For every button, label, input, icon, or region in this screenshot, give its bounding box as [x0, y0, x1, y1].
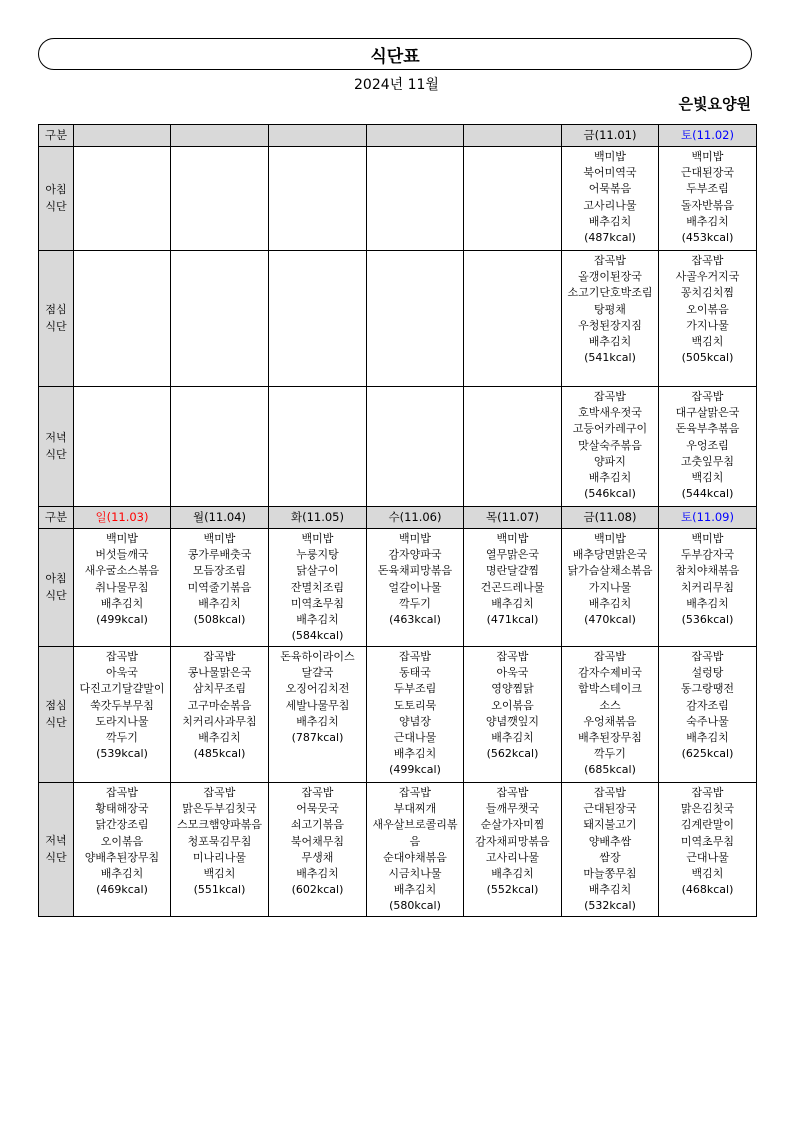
day-header — [367, 125, 464, 147]
menu-item: 맑은두부김칫국 — [182, 802, 257, 816]
lunch-row — [39, 251, 757, 387]
menu-item: 잡곡밥 — [691, 650, 724, 663]
menu-cell — [659, 251, 757, 387]
menu-item: (499kcal) — [389, 763, 441, 777]
menu-item: 백미밥 — [106, 532, 138, 545]
menu-cell — [464, 387, 562, 507]
menu-item: 콩가루배춧국 — [187, 548, 252, 562]
row-label: 구분 — [39, 507, 74, 529]
menu-item: (485kcal) — [193, 747, 246, 761]
breakfast-label — [39, 529, 74, 647]
menu-item: 순살가자미찜 — [480, 818, 545, 832]
day-header — [464, 507, 562, 529]
menu-item: (539kcal) — [96, 747, 148, 761]
menu-item: 깍두기 — [399, 596, 431, 610]
menu-cell — [562, 647, 659, 783]
menu-item: 잡곡밥 — [203, 650, 236, 663]
menu-item: 도라지나물 — [95, 714, 149, 728]
menu-item: 백미밥 — [203, 532, 236, 545]
menu-item: 감자조림 — [686, 698, 729, 712]
day-label: 토(11.02) — [680, 128, 734, 143]
lunch-label — [39, 647, 74, 783]
dinner-label — [39, 783, 74, 917]
menu-item: 배추김치 — [588, 883, 632, 897]
menu-item: 참치야채볶음 — [675, 564, 740, 578]
menu-item: 백미밥 — [594, 150, 626, 163]
menu-item: (551kcal) — [193, 883, 246, 897]
meal-label-line: 식단 — [45, 199, 67, 213]
menu-item: 달걀국 — [301, 666, 334, 680]
menu-item: (685kcal) — [584, 763, 636, 777]
day-label: 목(11.07) — [485, 510, 539, 525]
menu-item: (580kcal) — [389, 899, 441, 913]
menu-item: 돌자반볶음 — [680, 198, 735, 212]
menu-cell — [269, 387, 367, 507]
menu-item: 잡곡밥 — [496, 650, 529, 663]
menu-cell — [171, 647, 269, 783]
menu-item: 잡곡밥 — [301, 786, 334, 799]
menu-item: 배추김치 — [198, 731, 241, 745]
menu-item: 삼치무조림 — [192, 682, 247, 696]
menu-item: 백미밥 — [691, 532, 724, 545]
menu-item: 돈육부추볶음 — [675, 422, 740, 436]
menu-cell — [367, 251, 464, 387]
menu-item: 무생채 — [301, 850, 334, 864]
menu-cell — [464, 783, 562, 917]
menu-item: 배추김치 — [100, 867, 144, 881]
menu-item: (552kcal) — [486, 883, 539, 897]
menu-item: 잡곡밥 — [691, 786, 724, 799]
menu-item: 백미밥 — [399, 532, 431, 545]
menu-item: (546kcal) — [584, 487, 636, 501]
menu-item: 함박스테이크 — [578, 682, 642, 696]
menu-item: 오이볶음 — [100, 834, 144, 848]
day-header — [464, 125, 562, 147]
menu-item: 설렁탕 — [691, 666, 724, 680]
menu-item: 잡곡밥 — [594, 390, 626, 403]
menu-item: (487kcal) — [584, 231, 636, 245]
menu-item: 미역초무침 — [680, 834, 735, 848]
day-label: 일(11.03) — [95, 510, 149, 525]
menu-item: 감자수제비국 — [578, 666, 642, 680]
menu-item: 감자양파국 — [388, 548, 442, 562]
menu-item: 소스 — [599, 698, 621, 712]
menu-item: 양념깻잎지 — [485, 714, 540, 728]
menu-cell — [562, 783, 659, 917]
meal-label-line: 저녁 — [45, 834, 67, 848]
menu-item: 배추김치 — [100, 596, 144, 610]
menu-item: 순대야채볶음 — [383, 850, 447, 864]
menu-cell — [367, 529, 464, 647]
menu-cell — [74, 251, 171, 387]
meal-label-line: 식단 — [45, 850, 67, 864]
menu-item: 올갱이된장국 — [578, 270, 642, 284]
menu-item: 배추김치 — [588, 335, 632, 349]
menu-item: 배추된장무침 — [578, 731, 642, 745]
row-label: 구분 — [39, 125, 74, 147]
menu-item: 잡곡밥 — [399, 650, 431, 663]
menu-item: 누룽지탕 — [296, 548, 339, 562]
menu-item: 양배추쌈 — [588, 834, 632, 848]
menu-item: 치커리무침 — [680, 580, 735, 594]
menu-item: 잡곡밥 — [399, 786, 431, 799]
menu-item: 배추김치 — [393, 747, 437, 761]
menu-item: (453kcal) — [681, 231, 734, 245]
menu-item: 배추김치 — [491, 596, 534, 610]
menu-item: 잡곡밥 — [594, 650, 626, 663]
menu-item: 꽁치김치찜 — [680, 286, 735, 300]
menu-item: 잡곡밥 — [594, 254, 626, 267]
menu-item: 두부감자국 — [680, 548, 735, 562]
menu-item: 두부조림 — [393, 682, 437, 696]
meal-label-line: 점심 — [45, 303, 67, 317]
meal-label-line: 식단 — [45, 447, 67, 461]
menu-item: (544kcal) — [681, 487, 734, 501]
menu-item: 돼지불고기 — [583, 818, 637, 832]
menu-item: 버섯들깨국 — [95, 548, 149, 562]
menu-item: 백김치 — [691, 335, 724, 349]
menu-item: 미나리나물 — [192, 850, 247, 864]
menu-item: 숙주나물 — [686, 714, 729, 728]
menu-item: 깍두기 — [106, 731, 138, 745]
menu-item: 새우살브로콜리볶음 — [372, 818, 458, 848]
menu-item: 양배추된장무침 — [84, 850, 160, 864]
menu-item: 김계란말이 — [680, 818, 735, 832]
menu-item: 근대된장국 — [680, 166, 735, 180]
menu-item: 두부조림 — [686, 182, 729, 196]
day-label: 수(11.06) — [388, 510, 442, 525]
menu-cell — [74, 147, 171, 251]
menu-item: 닭간장조림 — [95, 818, 149, 832]
meal-label-line: 아침 — [45, 183, 67, 197]
week-header-row — [39, 507, 757, 529]
menu-cell — [659, 783, 757, 917]
menu-item: 백미밥 — [594, 532, 626, 545]
menu-item: 영양찜닭 — [491, 682, 534, 696]
menu-item: 고사리나물 — [485, 850, 540, 864]
menu-item: 호박새우젓국 — [578, 406, 642, 420]
menu-item: 치커리사과무침 — [182, 714, 257, 728]
menu-item: 배추김치 — [491, 867, 534, 881]
meal-label-line: 아침 — [45, 572, 67, 586]
menu-cell — [269, 647, 367, 783]
menu-item: 건곤드레나물 — [480, 580, 545, 594]
menu-cell — [171, 387, 269, 507]
menu-item: 부대찌개 — [393, 802, 437, 816]
day-header — [659, 125, 757, 147]
menu-cell — [659, 647, 757, 783]
day-label: 화(11.05) — [290, 510, 344, 525]
menu-cell — [269, 783, 367, 917]
day-header — [74, 507, 171, 529]
menu-item: 잡곡밥 — [106, 650, 138, 663]
meal-label-line: 식단 — [45, 319, 67, 333]
day-header — [367, 507, 464, 529]
menu-item: (532kcal) — [584, 899, 636, 913]
menu-item: 동그랑땡전 — [680, 682, 735, 696]
day-header — [269, 125, 367, 147]
menu-item: 시금치나물 — [388, 867, 442, 881]
menu-item: 맑은김칫국 — [680, 802, 735, 816]
menu-item: (541kcal) — [584, 351, 636, 365]
menu-item: 쌈장 — [599, 850, 621, 864]
menu-item: 고등어카레구이 — [572, 422, 648, 436]
day-label: 월(11.04) — [192, 510, 246, 525]
menu-item: 고사리나물 — [583, 198, 637, 212]
menu-item: 배추당면맑은국 — [572, 548, 648, 562]
menu-item: 도토리묵 — [393, 698, 437, 712]
menu-item: (470kcal) — [584, 613, 636, 627]
menu-item: 배추김치 — [588, 596, 632, 610]
day-header — [74, 125, 171, 147]
menu-item: 열무맑은국 — [485, 548, 540, 562]
menu-cell — [367, 387, 464, 507]
menu-item: (625kcal) — [681, 747, 734, 761]
menu-cell — [269, 147, 367, 251]
menu-item: 아욱국 — [106, 666, 138, 680]
menu-cell — [562, 251, 659, 387]
menu-item: 오이볶음 — [491, 698, 534, 712]
menu-item: 아욱국 — [496, 666, 529, 680]
menu-item: 어묵뭇국 — [296, 802, 339, 816]
day-header — [562, 125, 659, 147]
menu-item: 대구살맑은국 — [675, 406, 740, 420]
menu-item: 마늘쫑무침 — [583, 867, 637, 881]
menu-item: 근대나물 — [686, 850, 729, 864]
menu-item: (508kcal) — [193, 613, 246, 627]
menu-item: 배추김치 — [588, 214, 632, 228]
menu-cell — [367, 783, 464, 917]
menu-item: 콩나물맑은국 — [187, 666, 252, 680]
menu-item: 잡곡밥 — [496, 786, 529, 799]
menu-cell — [367, 147, 464, 251]
meal-label-line: 점심 — [45, 699, 67, 713]
menu-item: 잔멸치조림 — [290, 580, 345, 594]
menu-item: 오이볶음 — [686, 302, 729, 316]
menu-item: 배추김치 — [296, 613, 339, 627]
menu-cell — [171, 251, 269, 387]
day-header — [659, 507, 757, 529]
menu-item: 근대나물 — [393, 731, 437, 745]
meal-label-line: 저녁 — [45, 431, 67, 445]
menu-item: 돈육채피망볶음 — [377, 564, 453, 578]
dinner-row — [39, 783, 757, 917]
menu-item: 사골우거지국 — [675, 270, 740, 284]
menu-cell — [367, 647, 464, 783]
menu-item: 오징어김치전 — [285, 682, 350, 696]
menu-item: 쑥갓두부무침 — [90, 698, 154, 712]
breakfast-row — [39, 529, 757, 647]
menu-item: (536kcal) — [681, 613, 734, 627]
breakfast-label — [39, 147, 74, 251]
menu-cell — [269, 251, 367, 387]
menu-cell — [562, 387, 659, 507]
menu-item: 배추김치 — [588, 471, 632, 485]
lunch-label — [39, 251, 74, 387]
dinner-row — [39, 387, 757, 507]
menu-item: 닭살구이 — [296, 564, 339, 578]
menu-cell — [74, 647, 171, 783]
menu-item: 백김치 — [691, 471, 724, 485]
menu-item: 백김치 — [691, 867, 724, 881]
menu-item: 고구마순볶음 — [187, 698, 252, 712]
menu-cell — [562, 529, 659, 647]
menu-item: (562kcal) — [486, 747, 539, 761]
menu-item: 얼갈이나물 — [388, 580, 442, 594]
menu-item: (602kcal) — [291, 883, 344, 897]
menu-item: 감자채피망볶음 — [475, 834, 550, 848]
meal-plan-table — [38, 124, 757, 917]
menu-item: (584kcal) — [291, 629, 344, 643]
day-header — [171, 507, 269, 529]
menu-cell — [659, 529, 757, 647]
menu-item: (499kcal) — [96, 613, 148, 627]
menu-cell — [464, 251, 562, 387]
menu-item: 탕평채 — [594, 302, 626, 316]
menu-item: 미역초무침 — [290, 596, 345, 610]
menu-item: 돈육하이라이스 — [280, 650, 355, 663]
menu-item: 청포묵김무침 — [187, 834, 252, 848]
menu-item: 백김치 — [203, 867, 236, 881]
menu-item: 들깨무챗국 — [485, 802, 540, 816]
menu-item: 잡곡밥 — [691, 254, 724, 267]
menu-item: 근대된장국 — [583, 802, 637, 816]
menu-item: 백미밥 — [496, 532, 529, 545]
menu-item: 소고기단호박조림 — [567, 286, 653, 300]
menu-item: 미역줄기볶음 — [187, 580, 252, 594]
menu-item: 북어미역국 — [583, 166, 637, 180]
menu-cell — [659, 387, 757, 507]
menu-item: (468kcal) — [681, 883, 734, 897]
day-header — [269, 507, 367, 529]
menu-item: 잡곡밥 — [203, 786, 236, 799]
meal-label-line: 식단 — [45, 715, 67, 729]
menu-item: 우청된장지짐 — [578, 318, 642, 332]
menu-item: 취나물무침 — [95, 580, 149, 594]
menu-item: 배추김치 — [393, 883, 437, 897]
menu-item: 고춧잎무침 — [680, 454, 735, 468]
menu-item: 깍두기 — [594, 747, 626, 761]
menu-item: 잡곡밥 — [594, 786, 626, 799]
page-title: 식단표 — [38, 38, 752, 70]
month-label: 2024년 11월 — [354, 77, 439, 93]
menu-item: (469kcal) — [96, 883, 148, 897]
menu-item: 어묵볶음 — [588, 182, 632, 196]
menu-item: 양념장 — [399, 714, 431, 728]
menu-cell — [464, 529, 562, 647]
menu-item: 배추김치 — [296, 867, 339, 881]
breakfast-row — [39, 147, 757, 251]
day-label: 토(11.09) — [680, 510, 734, 525]
menu-item: 다진고기달걀말이 — [79, 682, 165, 696]
menu-cell — [562, 147, 659, 251]
menu-cell — [659, 147, 757, 251]
menu-cell — [464, 647, 562, 783]
menu-cell — [269, 529, 367, 647]
day-label: 금(11.08) — [583, 510, 637, 525]
menu-item: 새우굴소스볶음 — [84, 564, 160, 578]
menu-item: (463kcal) — [389, 613, 441, 627]
menu-item: 우엉채볶음 — [583, 714, 637, 728]
menu-item: 잡곡밥 — [106, 786, 138, 799]
menu-item: 배추김치 — [296, 714, 339, 728]
menu-cell — [74, 387, 171, 507]
menu-item: 배추김치 — [686, 731, 729, 745]
organization-name: 은빛요양원 — [678, 95, 751, 113]
menu-item: 배추김치 — [198, 596, 241, 610]
menu-item: 우엉조림 — [686, 438, 729, 452]
menu-item: 잡곡밥 — [691, 390, 724, 403]
menu-item: 동태국 — [399, 666, 431, 680]
menu-item: 닭가슴살채소볶음 — [567, 564, 653, 578]
menu-item: 가지나물 — [686, 318, 729, 332]
menu-item: 맛살숙주볶음 — [578, 438, 642, 452]
menu-cell — [74, 529, 171, 647]
day-header — [562, 507, 659, 529]
menu-item: 황태해장국 — [95, 802, 149, 816]
menu-item: 배추김치 — [686, 596, 729, 610]
menu-cell — [74, 783, 171, 917]
menu-item: 모듬장조림 — [192, 564, 247, 578]
menu-item: 배추김치 — [491, 731, 534, 745]
day-label: 금(11.01) — [583, 128, 637, 143]
meal-label-line: 식단 — [45, 588, 67, 602]
menu-cell — [464, 147, 562, 251]
menu-item: (787kcal) — [291, 731, 344, 745]
menu-item: 양파지 — [594, 454, 626, 468]
week-header-row — [39, 125, 757, 147]
dinner-label — [39, 387, 74, 507]
menu-item: (471kcal) — [486, 613, 539, 627]
menu-cell — [171, 783, 269, 917]
menu-cell — [171, 147, 269, 251]
menu-cell — [171, 529, 269, 647]
menu-item: 백미밥 — [301, 532, 334, 545]
lunch-row — [39, 647, 757, 783]
menu-item: 세발나물무침 — [285, 698, 350, 712]
menu-item: 북어채무침 — [290, 834, 345, 848]
menu-item: 명란달걀찜 — [485, 564, 540, 578]
day-header — [171, 125, 269, 147]
menu-item: 쇠고기볶음 — [290, 818, 345, 832]
menu-item: 스모크햄양파볶음 — [176, 818, 262, 832]
menu-item: 배추김치 — [686, 214, 729, 228]
menu-item: 가지나물 — [588, 580, 632, 594]
menu-item: (505kcal) — [681, 351, 734, 365]
menu-item: 백미밥 — [691, 150, 724, 163]
